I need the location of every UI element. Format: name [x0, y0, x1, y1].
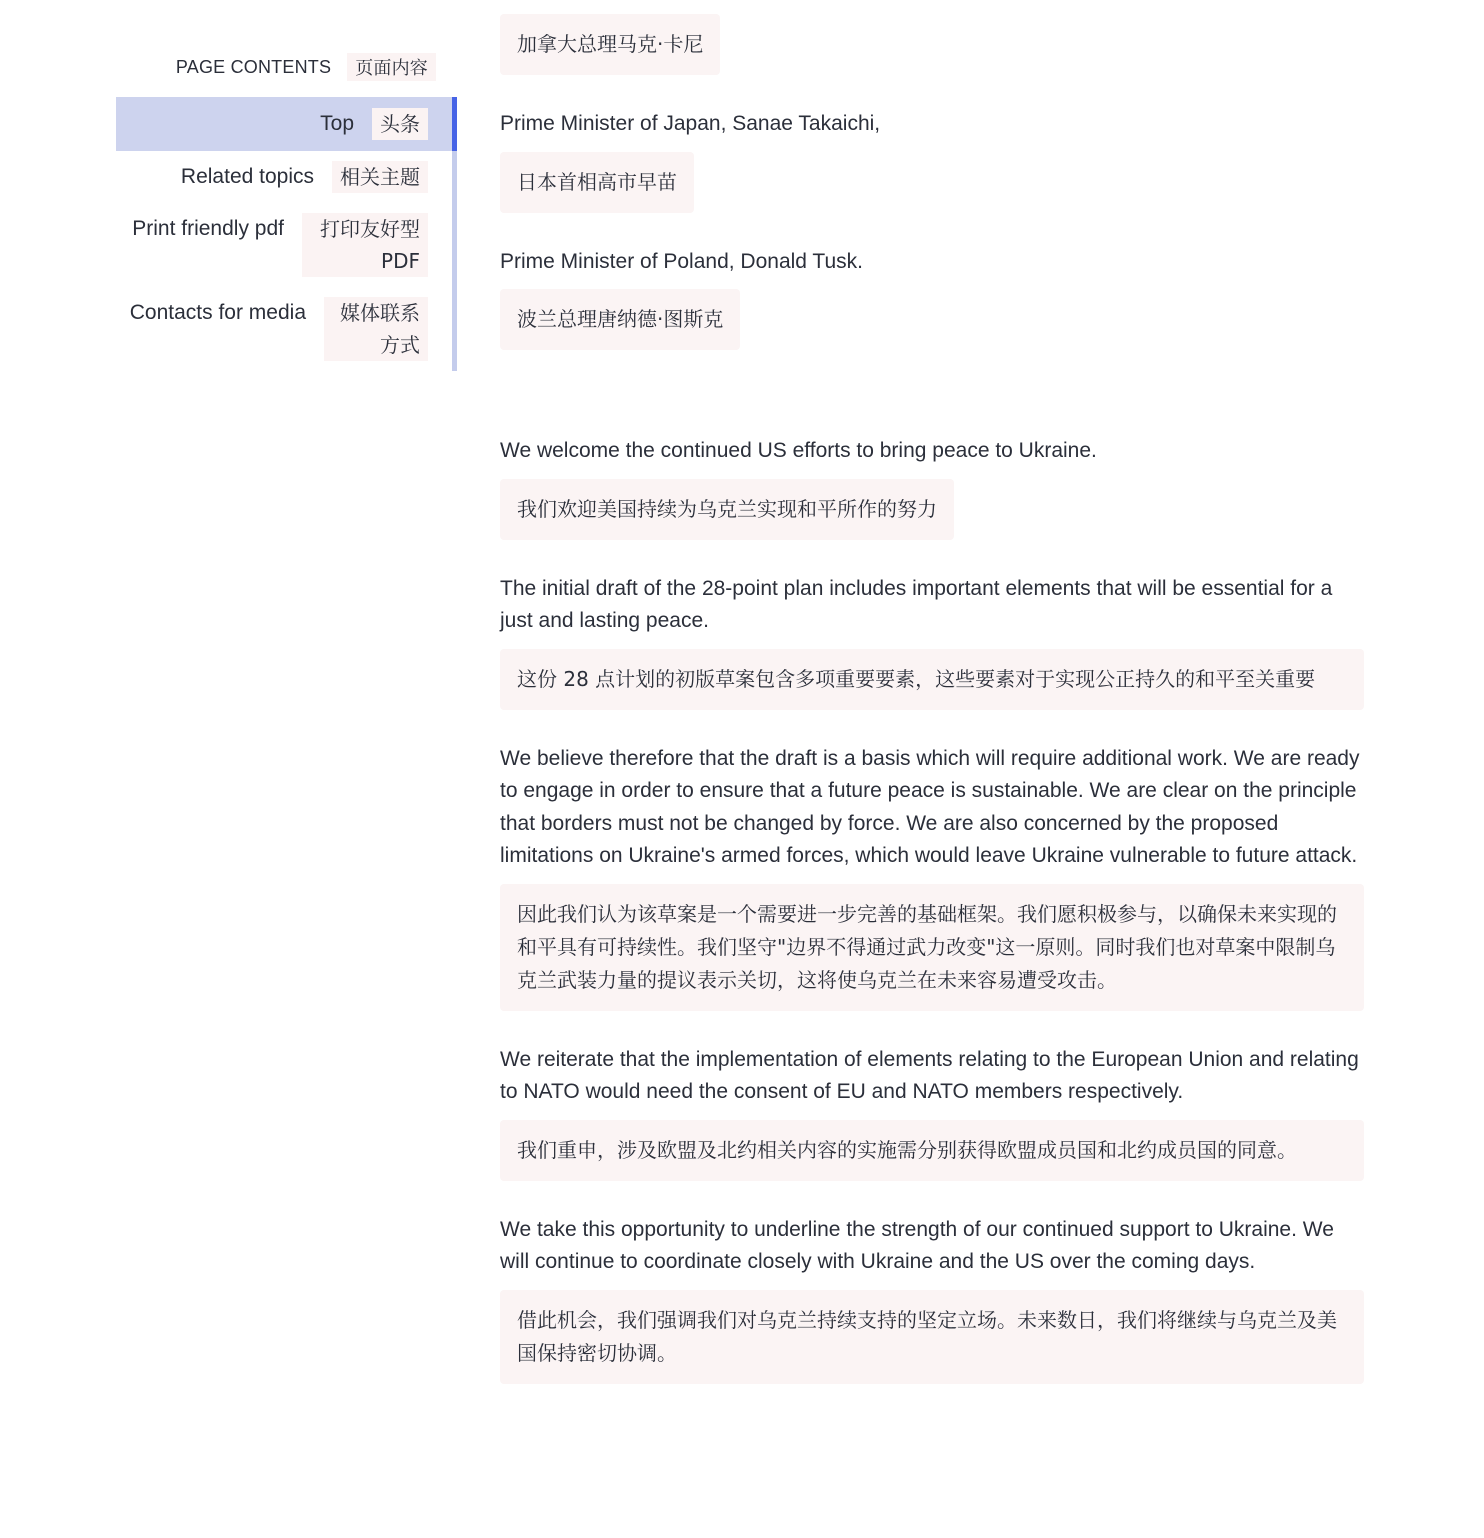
nav-item-label: Contacts for media [129, 301, 306, 324]
nav-item-label-zh: 打印友好型 PDF [302, 213, 428, 277]
nav-item-label: Related topics [180, 165, 314, 188]
paragraph-en-4: We reiterate that the implementation of elements relating to the European Union and relating to NATO would need the consent of EU and NATO members respectively. [500, 1047, 1359, 1103]
page-contents-sidebar [116, 52, 457, 371]
paragraph-en-1: We welcome the continued US efforts to bring peace to Ukraine. [500, 439, 1097, 462]
paragraph-zh-2: 这份 28 点计划的初版草案包含多项重要要素，这些要素对于实现公正持久的和平至关重要 [500, 649, 1364, 710]
paragraph-zh-5: 借此机会，我们强调我们对乌克兰持续支持的坚定立场。未来数日，我们将继续与乌克兰及美国保持密切协调。 [500, 1290, 1364, 1384]
japan-pm-zh: 日本首相高市早苗 [500, 152, 694, 213]
poland-pm-en: Prime Minister of Poland, Donald Tusk. [500, 249, 863, 273]
paragraph-zh-3: 因此我们认为该草案是一个需要进一步完善的基础框架。我们愿积极参与，以确保未来实现的和平具有可持续性。我们坚守"边界不得通过武力改变"这一原则。同时我们也对草案中限制乌克兰武装力量的提议表示关切，这将使乌克兰在未来容易遭受攻击。 [500, 884, 1364, 1011]
paragraph-en-2: The initial draft of the 28-point plan includes important elements that will be essential for a just and lasting peace. [500, 576, 1333, 632]
paragraph-zh-1: 我们欢迎美国持续为乌克兰实现和平所作的努力 [500, 479, 954, 540]
nav-item-top[interactable] [116, 97, 457, 151]
poland-pm-zh: 波兰总理唐纳德·图斯克 [500, 289, 740, 350]
nav-item-label: Top [320, 112, 354, 135]
page-contents-list [116, 97, 457, 371]
nav-item-print-friendly-pdf[interactable] [116, 203, 452, 287]
paragraph-en-3: We believe therefore that the draft is a basis which will require additional work. We are ready to engage in order to ensure that a future peace is sustainable. We are clear on the principle that borders must not be changed by force. We are also concerned by the proposed limitations on Ukraine's armed forces, which would leave Ukraine vulnerable to future attack. [500, 746, 1360, 867]
nav-item-related-topics[interactable] [116, 151, 452, 203]
japan-pm-en: Prime Minister of Japan, Sanae Takaichi, [500, 112, 881, 135]
statement-content [500, 14, 1364, 1384]
page-contents-heading-en: PAGE CONTENTS [175, 56, 332, 77]
paragraph-zh-4: 我们重申，涉及欧盟及北约相关内容的实施需分别获得欧盟成员国和北约成员国的同意。 [500, 1120, 1364, 1181]
nav-item-label-zh: 头条 [372, 108, 428, 140]
nav-item-label-zh: 相关主题 [332, 161, 428, 193]
paragraph-en-5: We take this opportunity to underline the strength of our continued support to Ukraine. We will continue to coordinate closely with Ukraine and the US over the coming days. [500, 1217, 1334, 1273]
nav-item-label: Print friendly pdf [132, 217, 284, 240]
page-contents-heading-zh: 页面内容 [347, 53, 436, 81]
nav-item-contacts-for-media[interactable] [116, 287, 452, 371]
canada-pm-zh: 加拿大总理马克·卡尼 [500, 14, 720, 75]
page-contents-heading [116, 52, 457, 82]
nav-item-label-zh: 媒体联系方式 [324, 297, 428, 361]
